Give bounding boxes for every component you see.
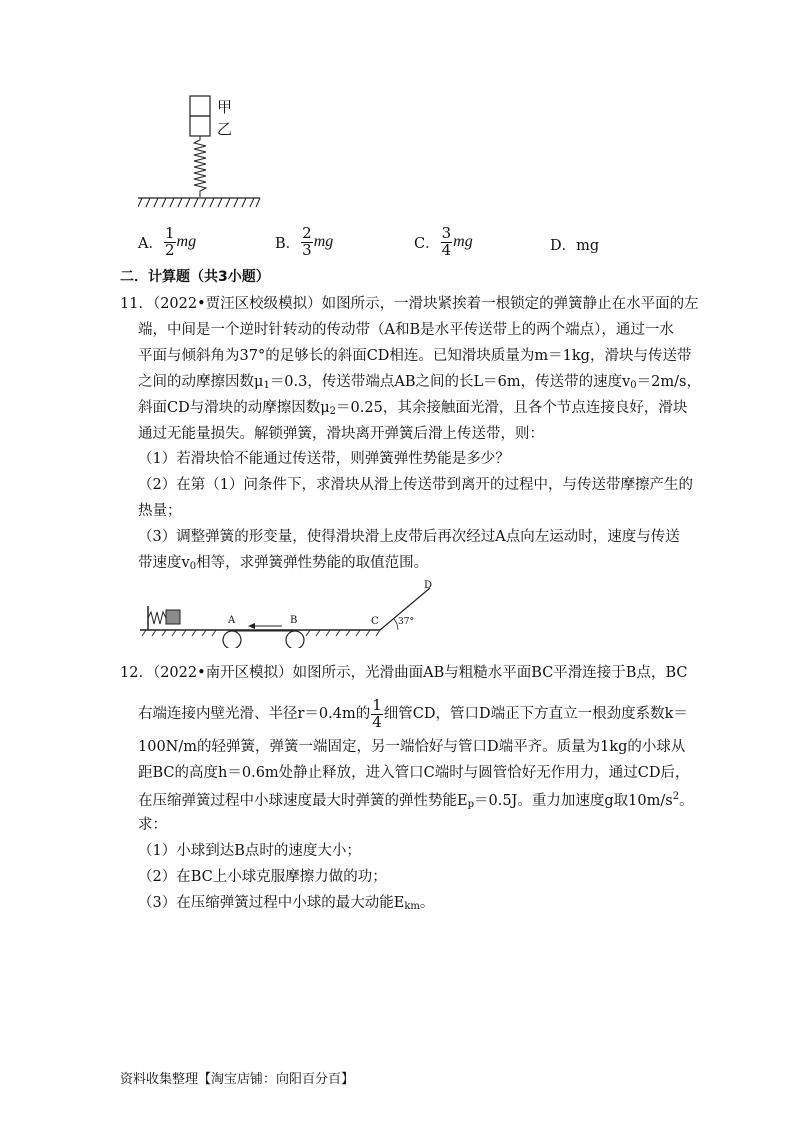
- q12-part-2: （2）在BC上小球克服摩擦力做的功；: [138, 869, 387, 885]
- q12-line-5: [138, 792, 694, 810]
- q12-line-2: [138, 698, 688, 731]
- q11-part-3-b-sub: 0: [189, 561, 197, 572]
- label-jia: 甲: [217, 98, 233, 116]
- q12-fraction-denominator: 4: [372, 712, 382, 731]
- fig-label-c: C: [371, 616, 379, 627]
- option-b-label: B．: [275, 235, 301, 252]
- q11-part-3-a: （3）调整弹簧的形变量，使得滑块滑上皮带后再次经过A点向左运动时，速度与传送: [138, 529, 680, 545]
- section-title: 二．计算题（共3小题）: [120, 269, 270, 285]
- fig-label-a: A: [228, 615, 236, 626]
- q11-part-1: （1）若滑块恰不能通过传送带，则弹簧弹性势能是多少？: [138, 451, 510, 467]
- option-a-label: A．: [138, 235, 163, 252]
- option-b-denominator: 3: [302, 240, 312, 259]
- figure-stacked-blocks-spring: [138, 92, 268, 212]
- q12-line-5-b: ＝0.5J。重力加速度g取10m/s: [474, 792, 673, 809]
- option-b-fraction: [301, 226, 313, 259]
- q12-line-3: 100N/m的轻弹簧，弹簧一端固定，另一端恰好与管口D端平齐。质量为1kg的小球从: [138, 739, 686, 755]
- option-b-numerator: 2: [302, 224, 312, 242]
- q12-fraction-numerator: 1: [372, 696, 382, 714]
- q11-part-3-b-a: 带速度v: [138, 555, 190, 571]
- q12-part-1: （1）小球到达B点时的速度大小；: [138, 843, 361, 859]
- q11-line-2: 端，中间是一个逆时针转动的传动带（A和B是水平传送带上的两个端点），通过一水: [138, 322, 674, 338]
- q11-part-2-b: 热量；: [138, 503, 182, 519]
- q11-line-5-a: 斜面CD与滑块的动摩擦因数μ: [138, 400, 330, 416]
- q12-part-3-b: 。: [419, 895, 435, 911]
- option-c-fraction: [441, 226, 453, 259]
- q11-line-5: [138, 401, 687, 417]
- q11-line-1: 11．（2022•贾汪区校级模拟）如图所示，一滑块紧挨着一根锁定的弹簧静止在水平面的左: [120, 296, 699, 312]
- option-c-unit: mg: [453, 233, 473, 251]
- option-c-numerator: 3: [441, 224, 452, 242]
- q12-line-6: 求：: [138, 817, 167, 833]
- q12-part-3-sub: km: [404, 901, 420, 912]
- q12-line-2-b: 细管CD，管口D端正下方直立一根劲度系数k＝: [383, 706, 688, 722]
- option-c-denominator: 4: [441, 240, 452, 259]
- option-a[interactable]: [138, 226, 196, 259]
- option-b-unit: mg: [313, 233, 334, 251]
- q11-line-4-sub: 1: [263, 380, 270, 391]
- option-a-numerator: 1: [164, 224, 175, 242]
- fig-label-angle: 37°: [398, 617, 414, 627]
- q11-line-4-a: 之间的动摩擦因数μ: [138, 374, 264, 390]
- q12-part-3: [138, 896, 434, 912]
- q12-line-5-sup: 2: [672, 791, 680, 802]
- figure-conveyor-incline: [140, 578, 450, 648]
- q11-line-5-sub: 2: [329, 406, 337, 417]
- q11-line-3: 平面与倾斜角为37°的足够长的斜面CD相连。已知滑块质量为m＝1kg，滑块与传送带: [138, 348, 692, 364]
- q12-fraction: [371, 698, 383, 731]
- option-c[interactable]: [414, 226, 473, 259]
- q11-line-5-b: ＝0.25，其余接触面光滑，且各个节点连接良好，滑块: [336, 400, 688, 416]
- option-a-denominator: 2: [164, 240, 175, 259]
- q12-line-1: 12．（2022•南开区模拟）如图所示，光滑曲面AB与粗糙水平面BC平滑连接于B点，BC: [120, 665, 688, 681]
- option-b[interactable]: [275, 226, 333, 259]
- q12-line-2-a: 右端连接内壁光滑、半径r＝0.4m的: [138, 706, 371, 722]
- q11-line-4: [138, 375, 701, 391]
- q11-line-4-sub2: 0: [630, 380, 637, 391]
- label-yi: 乙: [217, 120, 233, 138]
- q11-line-4-b: ＝0.3，传送带端点AB之间的长L＝6m，传送带的速度v: [269, 374, 631, 390]
- fig-label-b: B: [290, 615, 298, 626]
- option-d-label: D．mg: [550, 238, 600, 254]
- q11-line-4-c: ＝2m/s，: [636, 374, 701, 390]
- q11-line-6: 通过无能量损失。解锁弹簧，滑块离开弹簧后滑上传送带，则：: [138, 426, 544, 442]
- fig-label-d: D: [424, 580, 433, 591]
- q12-line-5-sub: p: [467, 798, 474, 810]
- option-c-label: C．: [414, 235, 440, 252]
- option-a-fraction: [164, 226, 176, 259]
- q11-part-3-b-b: 相等，求弹簧弹性势能的取值范围。: [196, 555, 429, 571]
- footer-source: 资料收集整理【淘宝店铺：向阳百分百】: [120, 1072, 355, 1087]
- q12-part-3-a: （3）在压缩弹簧过程中小球的最大动能E: [138, 895, 405, 911]
- q11-part-2-a: （2）在第（1）问条件下，求滑块从滑上传送带到离开的过程中，与传送带摩擦产生的: [138, 477, 693, 493]
- option-d[interactable]: [550, 234, 599, 255]
- option-a-unit: mg: [176, 233, 197, 251]
- q11-part-3-b: [138, 556, 428, 572]
- q12-line-4: 距BC的高度h＝0.6m处静止释放，进入管口C端时与圆管恰好无作用力，通过CD后，: [138, 765, 690, 781]
- q12-line-5-c: 。: [679, 792, 694, 809]
- q12-line-5-a: 在压缩弹簧过程中小球速度最大时弹簧的弹性势能E: [138, 792, 468, 809]
